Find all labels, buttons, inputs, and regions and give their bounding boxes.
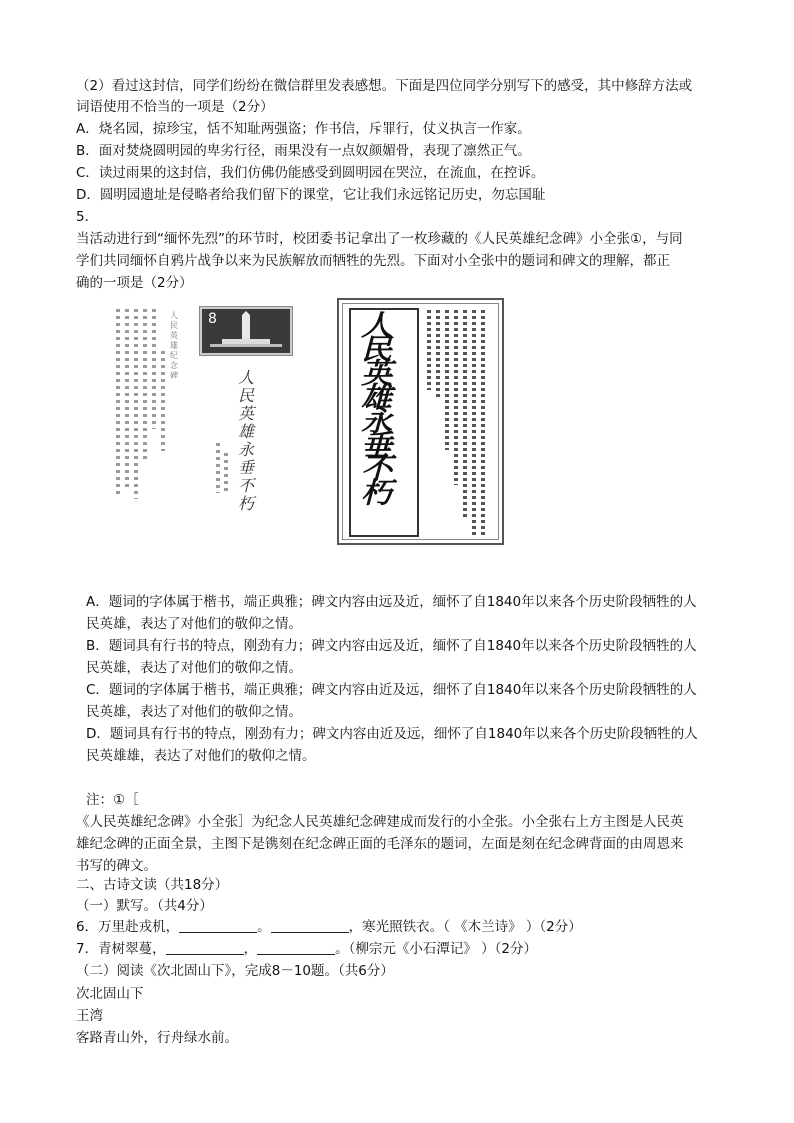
q6-blank-2[interactable] [271,918,349,933]
q6-prefix: 6．万里赴戎机， [76,919,180,935]
q4-2-option-d: D．圆明园遗址是侵略者给我们留下的课堂，它让我们永远铭记历史，勿忘国耻 [76,187,546,203]
q4-2-stem-line1: （2）看过这封信，同学们纷纷在微信群里发表感想。下面是四位同学分别写下的感受，其中修辞方法或 [76,78,693,94]
q5-option-c-line1: C．题词的字体属于楷书，端正典雅；碑文内容由近及远，细怀了自1840年以来各个历史阶段牺牲的人 [86,682,697,698]
q5-number: 5． [76,209,99,225]
section2-sub2: （二）阅读《次北固山下》，完成8－10题。（共6分） [76,963,394,979]
q6-suffix: ，寒光照铁衣。（ 《木兰诗》 ）（2分） [348,919,582,935]
q5-option-c-line2: 民英雄，表达了对他们的敬仰之情。 [86,704,302,720]
q5-option-a-line2: 民英雄，表达了对他们的敬仰之情。 [86,616,302,632]
q4-2-option-a: A．烧名园，掠珍宝，恬不知耻两强盗；作书信，斥罪行，仗义执言一作家。 [76,121,531,137]
q5-option-d-line2: 民英雄雄，表达了对他们的敬仰之情。 [86,748,316,764]
q7-prefix: 7．青树翠蔓， [76,941,166,957]
q5-option-d-line1: D．题词具有行书的特点，刚劲有力；碑文内容由近及远，细怀了自1840年以来各个历史阶段牺牲的人 [86,726,698,742]
stamp-sheet-image [112,303,290,513]
q4-2-stem-line2: 词语使用不恰当的一项是（2分） [76,99,274,115]
q6-blank-1[interactable] [179,918,257,933]
q7-middle: ， [243,941,258,957]
poem-line1: 客路青山外，行舟绿水前。 [76,1030,238,1046]
monument-icon [202,309,290,353]
q5-option-a-line1: A．题词的字体属于楷书，端正典雅；碑文内容由远及近，缅怀了自1840年以来各个历史阶段牺牲的人 [86,594,697,610]
q5-option-b-line2: 民英雄，表达了对他们的敬仰之情。 [86,660,302,676]
poem-title: 次北固山下 [76,986,144,1002]
small-inscription: 人民英雄永垂不朽 [238,368,255,513]
q7-line [76,939,537,959]
stamp-denomination: 8 [208,311,217,327]
note-line3: 雄纪念碑的正面全景，主图下是镌刻在纪念碑正面的毛泽东的题词，左面是刻在纪念碑背面的由周恩来 [76,836,684,852]
section2-title: 二、古诗文读（共18分） [76,877,229,893]
monument-stamp [200,307,292,355]
q7-blank-1[interactable] [166,940,244,955]
q6-line [76,917,582,937]
stamp-caption: 人民英雄纪念碑 [170,311,178,380]
q5-stem-line2: 学们共同缅怀自鸦片战争以来为民族解放而牺牲的先烈。下面对小全张中的题词和碑文的理解，都正 [76,253,670,269]
note-line2: 《人民英雄纪念碑》小全张］为纪念人民英雄纪念碑建成而发行的小全张。小全张右上方主图是人民英 [76,814,684,830]
q5-stem-line3: 确的一项是（2分） [76,275,193,291]
q7-blank-2[interactable] [257,940,335,955]
q7-suffix: 。（柳宗元《小石潭记》 ）（2分） [335,941,537,957]
section2-sub1: （一）默写。（共4分） [76,898,213,914]
large-inscription: 人民英雄永垂不朽 [361,309,392,510]
inscription-enlargement [337,298,504,545]
note-line4: 书写的碑文。 [76,858,157,874]
poem-author: 王湾 [76,1008,103,1024]
q5-stem-line1: 当活动进行到“缅怀先烈”的环节时，校团委书记拿出了一枚珍藏的《人民英雄纪念碑》小全张①，与同 [76,231,683,247]
q4-2-option-b: B．面对焚烧圆明园的卑劣行径，雨果没有一点奴颜媚骨，表现了凛然正气。 [76,143,531,159]
q5-option-b-line1: B．题词具有行书的特点，刚劲有力；碑文内容由远及近，缅怀了自1840年以来各个历史阶段牺牲的人 [86,638,697,654]
note-line1: 注：①［ [86,792,139,808]
q4-2-option-c: C．读过雨果的这封信，我们仿佛仍能感受到圆明园在哭泣，在流血，在控诉。 [76,165,545,181]
q6-middle: 。 [257,919,271,935]
